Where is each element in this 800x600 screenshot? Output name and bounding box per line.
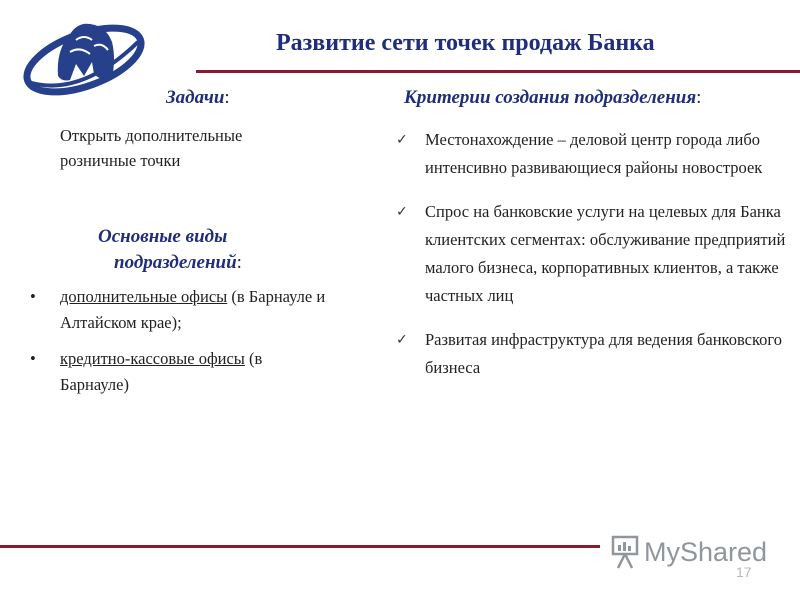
bullet-icon: • xyxy=(30,349,36,368)
office-types-heading-colon: : xyxy=(236,252,242,273)
criteria-text: Местонахождение – деловой центр города либо интенсивно развивающиеся районы новостроек xyxy=(425,130,763,177)
office-type-detail: (в Барнауле и Алтайском крае); xyxy=(60,287,326,332)
criteria-heading-colon: : xyxy=(696,87,702,108)
list-item xyxy=(396,198,788,310)
title-divider xyxy=(196,70,800,73)
tasks-heading-label: Задачи xyxy=(166,87,225,108)
list-item xyxy=(30,284,330,336)
office-type-link[interactable]: кредитно-кассовые офисы xyxy=(60,349,245,368)
criteria-heading xyxy=(404,87,701,109)
tasks-text: Открыть дополнительные розничные точки xyxy=(60,126,243,170)
tasks-heading xyxy=(166,87,230,109)
office-types-heading xyxy=(98,224,298,276)
tasks-heading-colon: : xyxy=(224,87,230,108)
page-title: Развитие сети точек продаж Банка xyxy=(276,30,655,56)
checkmark-icon: ✓ xyxy=(396,132,408,148)
office-types-heading-line1: Основные виды xyxy=(98,226,228,247)
office-type-link[interactable]: дополнительные офисы xyxy=(60,287,228,306)
criteria-heading-label: Критерии создания подразделения xyxy=(404,87,697,108)
office-types-heading-line2: подразделений xyxy=(114,252,237,273)
checkmark-icon: ✓ xyxy=(396,332,408,348)
criteria-text: Спрос на банковские услуги на целевых для Банка клиентских сегментах: обслуживание предприятий малого бизнеса, корпоративных клиентов, а также частных лиц xyxy=(425,202,786,305)
criteria-list xyxy=(396,126,788,398)
footer-divider xyxy=(0,545,600,548)
list-item xyxy=(30,346,330,398)
criteria-text: Развитая инфраструктура для ведения банковского бизнеса xyxy=(425,330,783,377)
page-number: 17 xyxy=(736,564,752,580)
list-item xyxy=(396,126,788,182)
presentation-board-icon xyxy=(610,534,640,570)
office-types-list xyxy=(30,284,330,408)
checkmark-icon: ✓ xyxy=(396,204,408,220)
watermark-text: MyShared xyxy=(644,536,768,567)
office-types-heading-line2-wrap xyxy=(98,250,298,276)
list-item xyxy=(396,326,788,382)
bullet-icon: • xyxy=(30,287,36,306)
bank-logo xyxy=(20,12,148,100)
office-type-detail: (в Барнауле) xyxy=(60,349,263,394)
